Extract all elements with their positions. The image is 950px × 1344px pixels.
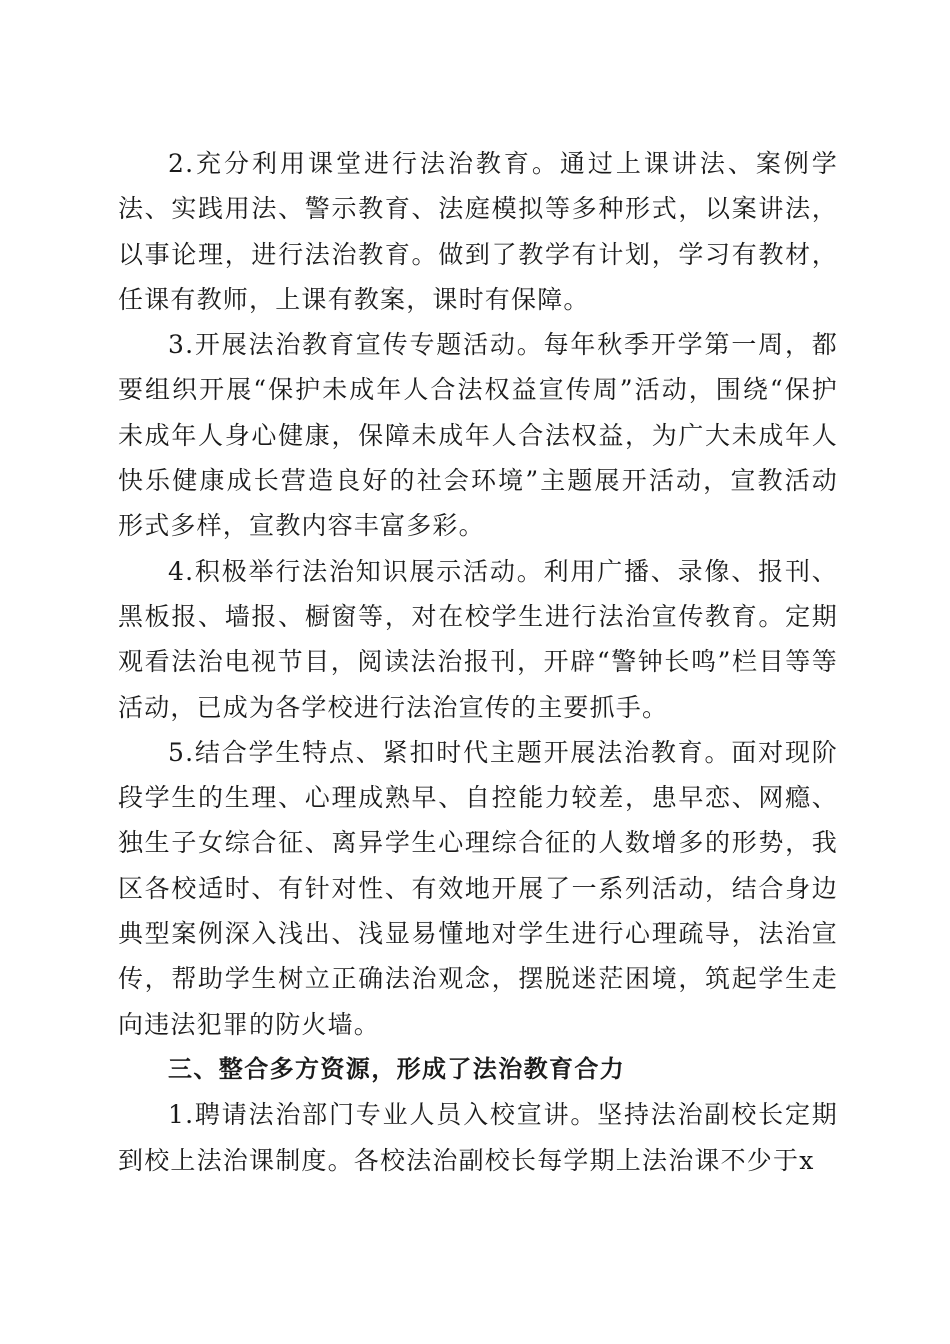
document-page [118,141,838,1183]
section-heading: 三、整合多方资源，形成了法治教育合力 [168,1054,626,1083]
paragraph-publicity-week: 3.开展法治教育宣传专题活动。每年秋季开学第一周，都要组织开展“保护未成年人合法权益宣传周”活动，围绕“保护未成年人身心健康，保障未成年人合法权益，为广大未成年人快乐健康成长营造良好的社会环境”主题展开活动，宣教活动形式多样，宣教内容丰富多彩。 [118,330,838,541]
paragraph-classroom-education: 2.充分利用课堂进行法治教育。通过上课讲法、案例学法、实践用法、警示教育、法庭模拟等多种形式，以案讲法，以事论理，进行法治教育。做到了教学有计划，学习有教材，任课有教师，上课有教案，课时有保障。 [118,149,838,314]
paragraph-student-characteristics: 5.结合学生特点、紧扣时代主题开展法治教育。面对现阶段学生的生理、心理成熟早、自控能力较差，患早恋、网瘾、独生子女综合征、离异学生心理综合征的人数增多的形势，我区各校适时、有针对性、有效地开展了一系列活动，结合身边典型案例深入浅出、浅显易懂地对学生进行心理疏导，法治宣传，帮助学生树立正确法治观念，摆脱迷茫困境，筑起学生走向违法犯罪的防火墙。 [118,737,838,1039]
paragraph-invite-professionals: 1.聘请法治部门专业人员入校宣讲。坚持法治副校长定期到校上法治课制度。各校法治副校长每学期上法治课不少于x [118,1100,838,1175]
paragraph-knowledge-display: 4.积极举行法治知识展示活动。利用广播、录像、报刊、黑板报、墙报、橱窗等，对在校学生进行法治宣传教育。定期观看法治电视节目，阅读法治报刊，开辟“警钟长鸣”栏目等等活动，已成为各学校进行法治宣传的主要抓手。 [118,556,838,722]
